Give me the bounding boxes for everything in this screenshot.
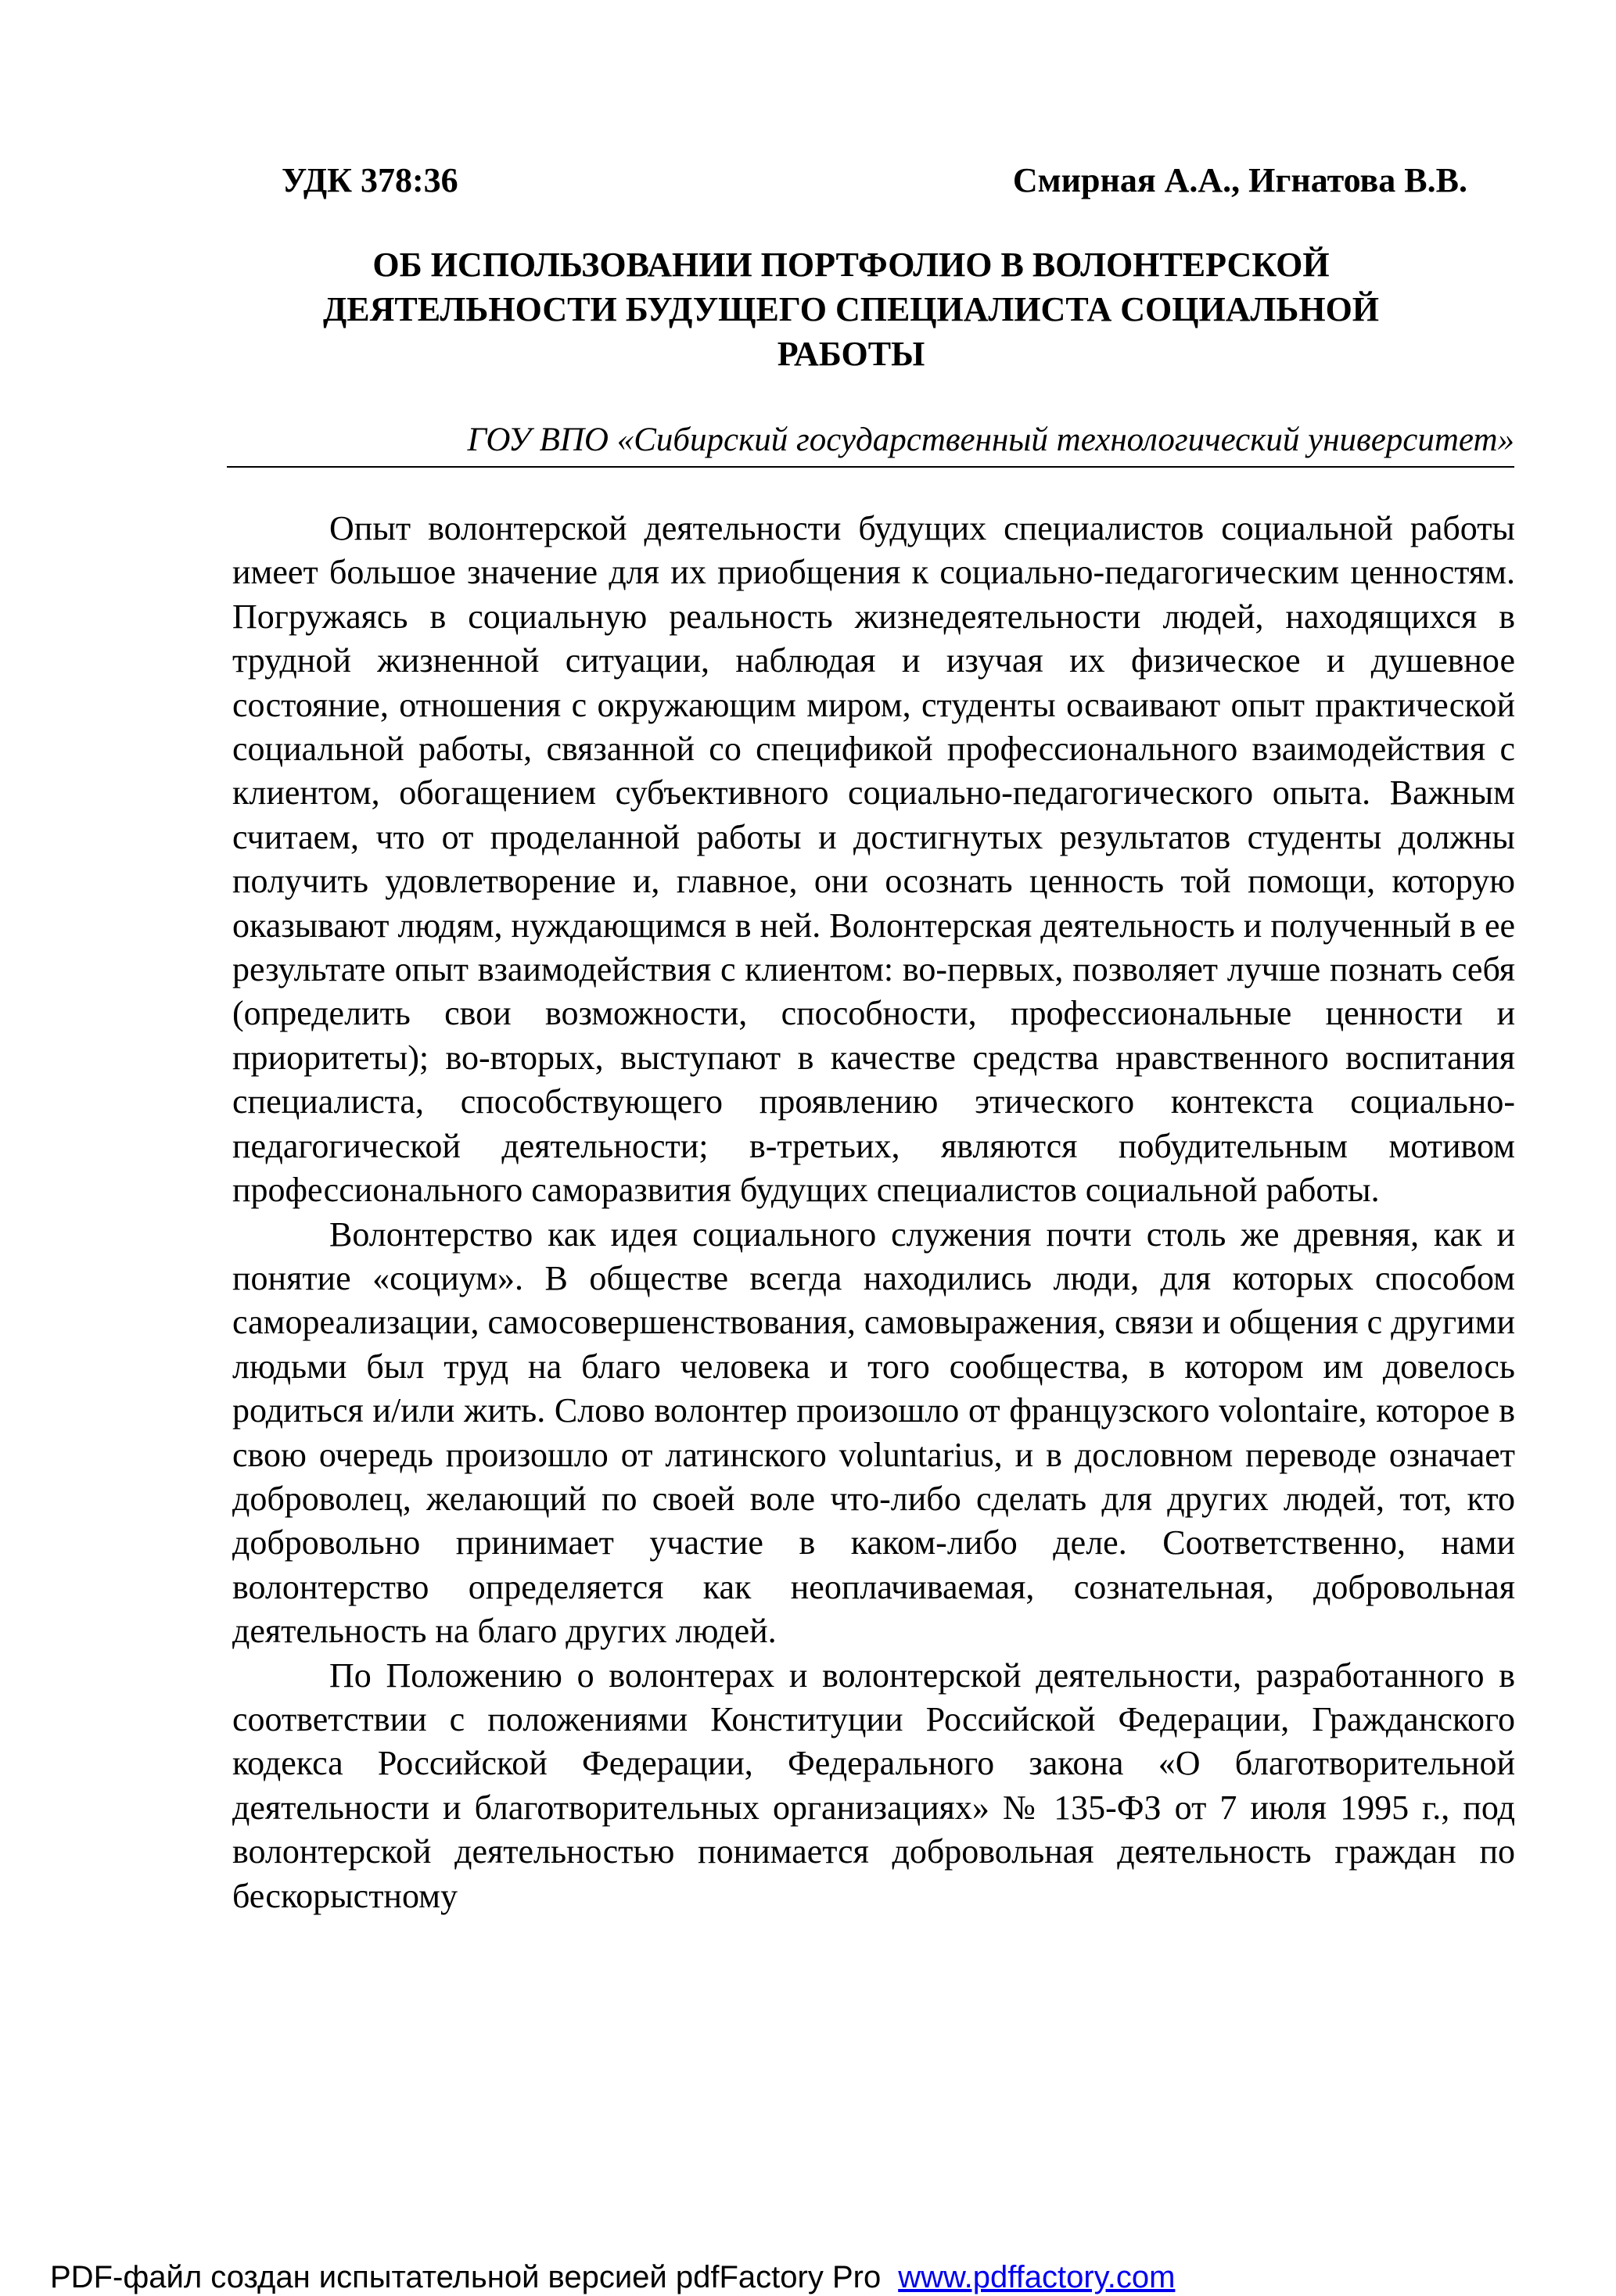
udk-code: УДК 378:36 bbox=[282, 161, 458, 199]
footer-text: PDF-файл создан испытательной версией pdfFactory Pro bbox=[50, 2260, 882, 2294]
article-body bbox=[232, 507, 1515, 1918]
paragraph: Волонтерство как идея социального служения почти столь же древняя, как и понятие «социум». В обществе всегда находились люди, для которых способом самореализации, самосовершенствования, самовыражения, связи и общения с другими людьми был труд на благо человека и того сообщества, в котором им довелось родиться и/или жить. Слово волонтер произошло от французского volontaire, которое в свою очередь произошло от латинского voluntarius, и в дословном переводе означает доброволец, желающий по своей воле что-либо сделать для других людей, тот, кто добровольно принимает участие в каком-либо деле. Соответственно, нами волонтерство определяется как неоплачиваемая, сознательная, добровольная деятельность на благо других людей. bbox=[232, 1214, 1515, 1651]
affiliation: ГОУ ВПО «Сибирский государственный технологический университет» bbox=[467, 422, 1514, 458]
title-line: РАБОТЫ bbox=[777, 335, 925, 373]
title-line: ОБ ИСПОЛЬЗОВАНИИ ПОРТФОЛИО В ВОЛОНТЕРСКОЙ bbox=[372, 246, 1330, 284]
article-header bbox=[282, 160, 1467, 207]
authors: Смирная А.А., Игнатова В.В. bbox=[1012, 161, 1467, 199]
article-title bbox=[235, 242, 1467, 376]
pdf-watermark-footer bbox=[50, 2258, 1175, 2296]
paragraph: Опыт волонтерской деятельности будущих специалистов социальной работы имеет большое значение для их приобщения к социально-педагогическим ценностям. Погружаясь в социальную реальность жизнедеятельности людей, находящихся в трудной жизненной ситуации, наблюдая и изучая их физическое и душевное состояние, отношения с окружающим миром, студенты осваивают опыт практической социальной работы, связанной со спецификой профессионального взаимодействия с клиентом, обогащением субъективного социально-педагогического опыта. Важным считаем, что от проделанной работы и достигнутых результатов студенты должны получить удовлетворение и, главное, они осознать ценность той помощи, которую оказывают людям, нуждающимся в ней. Волонтерская деятельность и полученный в ее результате опыт взаимодействия с клиентом: во-первых, позволяет лучше познать себя (определить свои возможности, способности, профессиональные ценности и приоритеты); во-вторых, выступают в качестве средства нравственного воспитания специалиста, способствующего проявлению этического контекста социально-педагогической деятельности; в-третьих, являются побудительным мотивом профессионального саморазвития будущих специалистов социальной работы. bbox=[232, 509, 1515, 1210]
paragraph: По Положению о волонтерах и волонтерской деятельности, разработанного в соответствии с положениями Конституции Российской Федерации, Гражданского кодекса Российской Федерации, Федерального закона «О благотворительной деятельности и благотворительных организациях» № 135-ФЗ от 7 июля 1995 г., под волонтерской деятельностью понимается добровольная деятельность граждан по бескорыстному bbox=[232, 1656, 1515, 1915]
title-line: ДЕЯТЕЛЬНОСТИ БУДУЩЕГО СПЕЦИАЛИСТА СОЦИАЛЬНОЙ bbox=[322, 290, 1380, 328]
affiliation-underline bbox=[227, 466, 1514, 468]
pdffactory-link[interactable]: www.pdffactory.com bbox=[898, 2260, 1176, 2294]
